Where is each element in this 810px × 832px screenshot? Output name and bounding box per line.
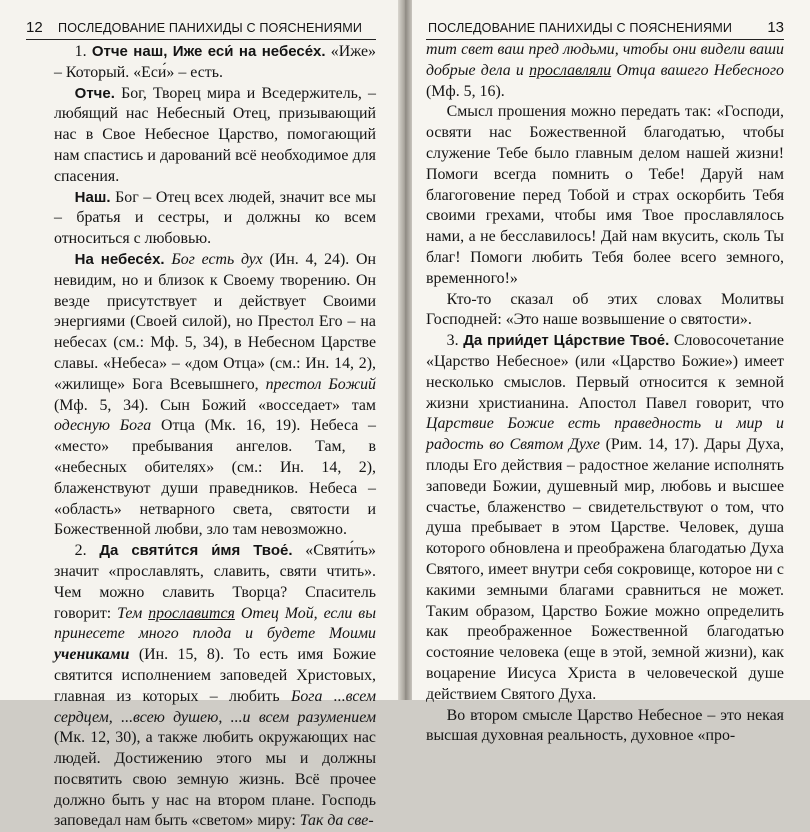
right-body-text <box>426 38 784 747</box>
header-rule-right <box>426 39 784 40</box>
paragraph-na-nebesekh: На небесе́х. Бог есть дух (Ин. 4, 24). Он невидим, но и близок к Своему творению. Он везде присутствует и действует Своими энергиями (Своей силой), но Престол Его – на небесах (см.: Мф. 5, 34), в Небесном Царстве славы. «Небеса» – «дом Отца» (см.: Ин. 14, 2), «жилище» Бога Всевышнего, престол Божий (Мф. 5, 34). Сын Божий «восседает» там одесную Бога Отца (Мк. 16, 19). Небеса – «место» пребывания ангелов. Там, в «небесных обителях» (см.: Ин. 14, 2), блаженствуют души праведников. Небеса – «область» нетварного света, святости и Божественной любви, зло там невозможно. <box>54 250 376 539</box>
paragraph-nash: Наш. Бог – Отец всех людей, значит все мы – братья и сестры, и должны ко всем относиться с любовью. <box>54 188 376 248</box>
paragraph-vo-vtorom-smysle: Во втором смысле Царство Небесное – это некая высшая духовная реальность, духовное «про- <box>426 706 784 745</box>
running-head-left: ПОСЛЕДОВАНИЕ ПАНИХИДЫ С ПОЯСНЕНИЯМИ <box>58 21 363 35</box>
paragraph-da-svyatitsya: 2. Да святи́тся и́мя Твое́. «Святи́ть» значит «прославлять, славить, святи чтить». Чем можно славить Творца? Спаситель говорит: Тем прославится Отец Мой, если вы принесете много плода и будете Моими учениками (Ин. 15, 8). То есть имя Божие святится исполнением заповедей Христовых, главная из которых – любить Бога ...всем сердцем, ...всею душею, ...и всем разумением (Мк. 12, 30), а также любить окружающих нас людей. Достижению этого мы и должны посвятить свою земную жизнь. Всё прочее должно быть у нас на втором плане. Господь заповедал нам быть «светом» миру: Так да све- <box>54 542 376 830</box>
right-page <box>412 0 810 745</box>
running-head-right: ПОСЛЕДОВАНИЕ ПАНИХИДЫ С ПОЯСНЕНИЯМИ <box>428 21 733 35</box>
paragraph-da-priidet: 3. Да прии́дет Ца́рствие Твое́. Словосочетание «Царство Небесное» (или «Царство Божие») имеет несколько смыслов. Первый относится к земной жизни христианина. Апостол Павел говорит, что Царствие Божие есть праведность и мир и радость во Святом Духе (Рим. 14, 17). Дары Духа, плоды Его действия – радостное желание исполнять заповеди Божии, душевный мир, любовь и высшее счастье, блаженство – свидетельствуют о том, что душа пребывает в этом Царстве. Человек, душа которого обновлена и преображена благодатью Духа Святого, имеет внутри себя сокровище, которое ни с какими земными благами сравниться не может. Таким образом, Царство Божие можно определить как преображенное Божественной благодатью состояние человека (еще в этой, земной жизни), как воцарение Иисуса Христа в человеческой душе действием Святого Духа. <box>426 332 784 703</box>
header-rule-left <box>26 39 376 40</box>
paragraph-otche: Отче. Бог, Творец мира и Вседержитель, – любящий нас Небесный Отец, призывающий нас в Свое Небесное Царство, помогающий нам спастись и дарований всё необходимое для спасения. <box>54 84 376 185</box>
page-number-left: 12 <box>26 19 43 36</box>
left-header <box>26 0 376 38</box>
paragraph-smysl-prosheniya: Смысл прошения можно передать так: «Господи, освяти нас Божественной благодатью, чтобы служение Тебе было главным делом нашей жизни! Помоги всегда помнить о Тебе! Даруй нам благоговение перед Тобой и страх оскорбить Тебя своими грехами, чтобы имя Твое прославлялось нами, а не бесславилось! Дай нам вкусить, сколь Ты благ! Помоги любить Тебя более всего земного, временного!» <box>426 103 784 287</box>
left-page <box>0 0 398 830</box>
right-header <box>426 0 784 38</box>
paragraph-kto-to-skazal: Кто-то сказал об этих словах Молитвы Господней: «Это наше возвышение о святости». <box>426 290 784 329</box>
left-body-text <box>54 38 376 832</box>
book-gutter <box>398 0 412 700</box>
page-number-right: 13 <box>767 19 784 36</box>
paragraph-continuation: тит свет ваш пред людьми, чтобы они видели ваши добрые дела и прославляли Отца вашего Небесного (Мф. 5, 16). <box>426 41 784 100</box>
paragraph-otche-nash: 1. Отче наш, Иже еси́ на небесе́х. «Иже» – Который. «Еси́» – есть. <box>54 43 376 81</box>
